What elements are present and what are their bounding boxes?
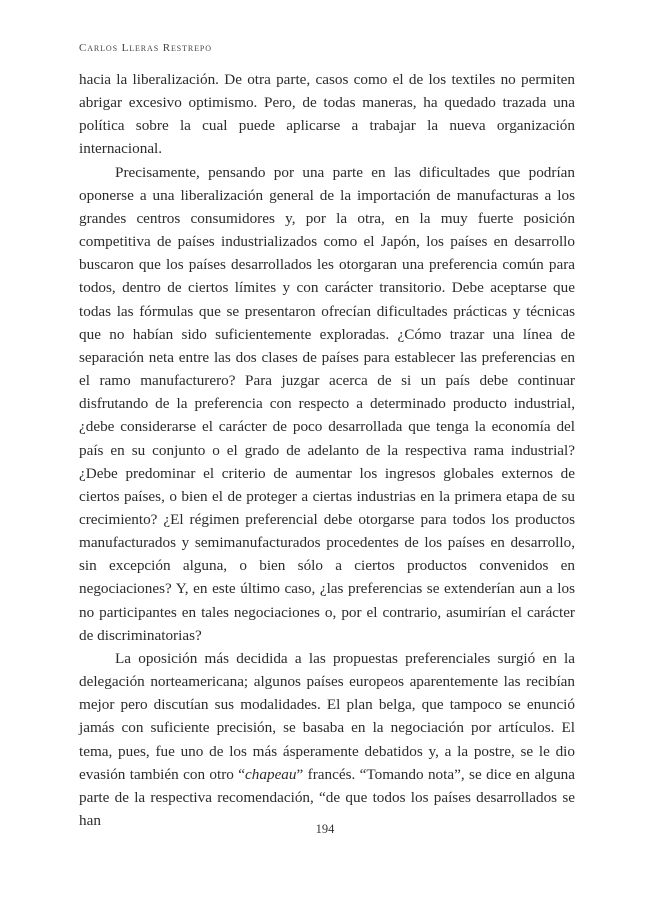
page-number: 194 (315, 822, 335, 836)
paragraph-1: hacia la liberalización. De otra parte, casos como el de los textiles no permiten abrigar excesivo optimismo. Pero, de todas maneras, ha quedado trazada una política sobre la cual puede aplicarse a trabajar la nueva organización internacional. (79, 71, 575, 158)
italic-term: chapeau (245, 765, 297, 783)
paragraph-3-text-a: La oposición más decidida a las propuestas preferenciales surgió en la delegación norteamericana; algunos países europeos aparentemente las recibían mejor pero discutían sus modalidades. El plan belga, que tampoco se enunció jamás con suficiente precisión, se basaba en la negociación por artículos. El tema, pues, fue uno de los más ásperamente debatidos y, a la postre, se le dio evasión también con otro “ (79, 649, 575, 783)
paragraph-3-text-b: ” francés. “Tomando nota”, se dice en alguna parte de la respectiva recomendación, “de que todos los países desarrollados se han (79, 765, 575, 829)
body-text (79, 68, 575, 832)
paragraph-3 (79, 647, 575, 832)
paragraph-2: Precisamente, pensando por una parte en las dificultades que podrían oponerse a una liberalización general de la importación de manufacturas a los grandes centros consumidores y, por la otra, en la muy fuerte posición competitiva de países industrializados como el Japón, los países en desarrollo buscaron que los países desarrollados les otorgaran una preferencia común para todos, dentro de ciertos límites y con carácter transitorio. Debe aceptarse que todas las fórmulas que se presentaron ofrecían dificultades prácticas y técnicas que no habían sido suficientemente exploradas. ¿Cómo trazar una línea de separación neta entre las dos clases de países para establecer las preferencias en el ramo manufacturero? Para juzgar acerca de si un país debe continuar disfrutando de la preferencia con respecto a determinado producto industrial, ¿debe considerarse el carácter de poco desarrollada que tenga la economía del país en su conjunto o el grado de adelanto de la respectiva rama industrial? ¿Debe predominar el criterio de aumentar los ingresos globales externos de ciertos países, o bien el de proteger a ciertas industrias en la primera etapa de su crecimiento? ¿El régimen preferencial debe otorgarse para todos los productos manufacturados y semimanufacturados procedentes de los países en desarrollo, sin excepción alguna, o bien sólo a ciertos productos convenidos en negociaciones? Y, en este último caso, ¿las preferencias se extenderían aun a los no participantes en tales negociaciones o, por el contrario, asumirían el carácter de discriminatorias? (79, 163, 575, 644)
running-head: Carlos Lleras Restrepo (79, 42, 212, 54)
